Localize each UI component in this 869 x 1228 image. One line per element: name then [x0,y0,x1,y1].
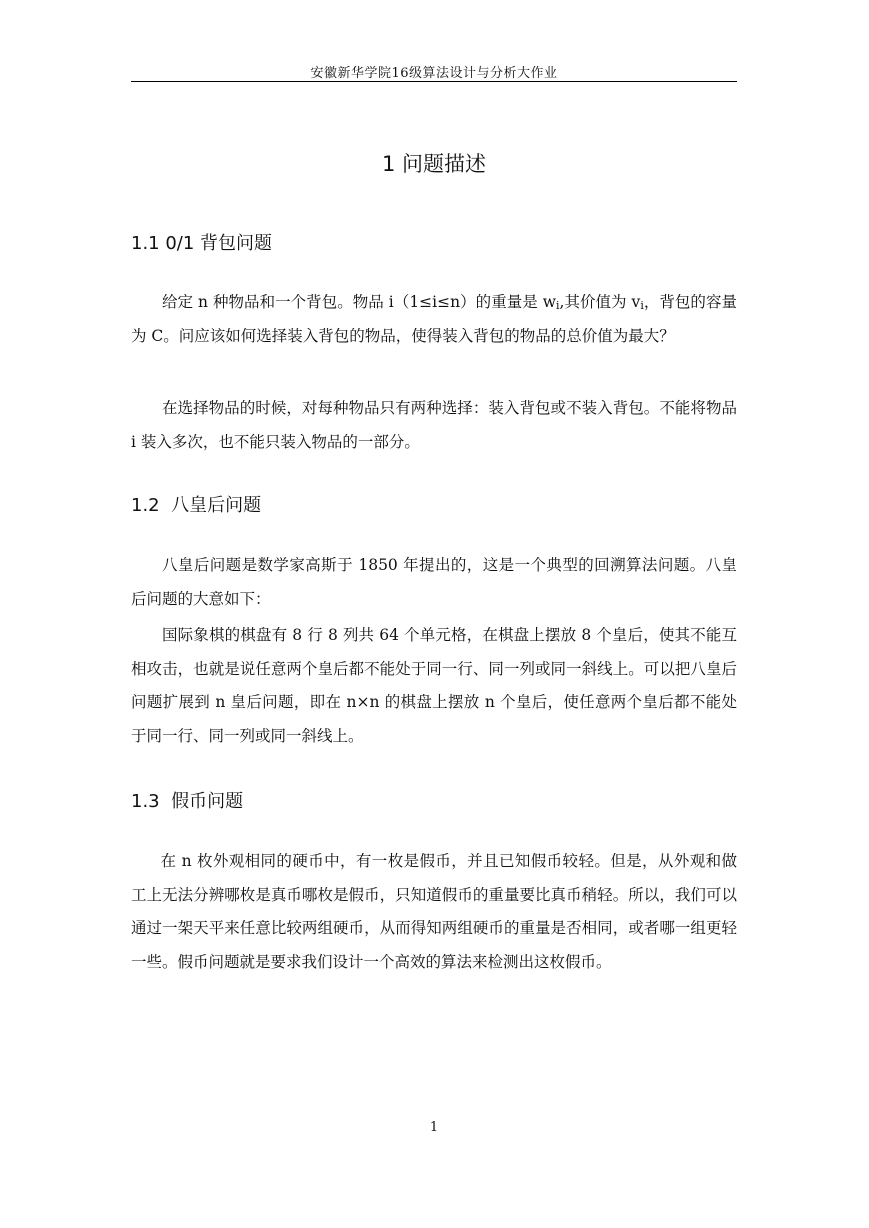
paragraph-eight-queens-detail: 国际象棋的棋盘有 8 行 8 列共 64 个单元格，在棋盘上摆放 8 个皇后，使其不能互相攻击，也就是说任意两个皇后都不能处于同一行、同一列或同一斜线上。可以把八皇后问题扩展到 n 皇后问题，即在 n×n 的棋盘上摆放 n 个皇后，使任意两个皇后都不能处于同一行、同一列或同一斜线上。 [131,626,737,745]
running-header: 安徽新华学院16级算法设计与分析大作业 [310,66,558,81]
subscript-i: i [640,299,644,313]
text-run: ,其价值为 v [559,293,641,311]
text-run: ，背包的容量为 C。问应该如何选择装入背包的物品，使得装入背包的物品的总价值为最大？ [131,293,737,345]
paragraph-counterfeit-coin: 在 n 枚外观相同的硬币中，有一枚是假币，并且已知假币较轻。但是，从外观和做工上无法分辨哪枚是真币哪枚是假币，只知道假币的重量要比真币稍轻。所以，我们可以通过一架天平来任意比较两组硬币，从而得知两组硬币的重量是否相同，或者哪一组更轻一些。假币问题就是要求我们设计一个高效的算法来检测出这枚假币。 [131,852,737,971]
header-rule [131,81,737,82]
section-title-counterfeit-coin: 1.3 假币问题 [131,791,244,812]
section-title-knapsack: 1.1 0/1 背包问题 [131,233,273,254]
chapter-title: 1 问题描述 [381,152,487,176]
section-title-eight-queens: 1.2 八皇后问题 [131,495,262,516]
page-number: 1 [429,1120,439,1135]
paragraph-knapsack-definition [131,286,737,353]
paragraph-knapsack-constraint: 在选择物品的时候，对每种物品只有两种选择：装入背包或不装入背包。不能将物品 i 装入多次，也不能只装入物品的一部分。 [131,399,737,451]
text-run: 给定 n 种物品和一个背包。物品 i（1≤i≤n）的重量是 w [162,293,557,311]
subscript-i: i [556,299,560,313]
paragraph-eight-queens-intro: 八皇后问题是数学家高斯于 1850 年提出的，这是一个典型的回溯算法问题。八皇后问题的大意如下： [131,556,737,608]
